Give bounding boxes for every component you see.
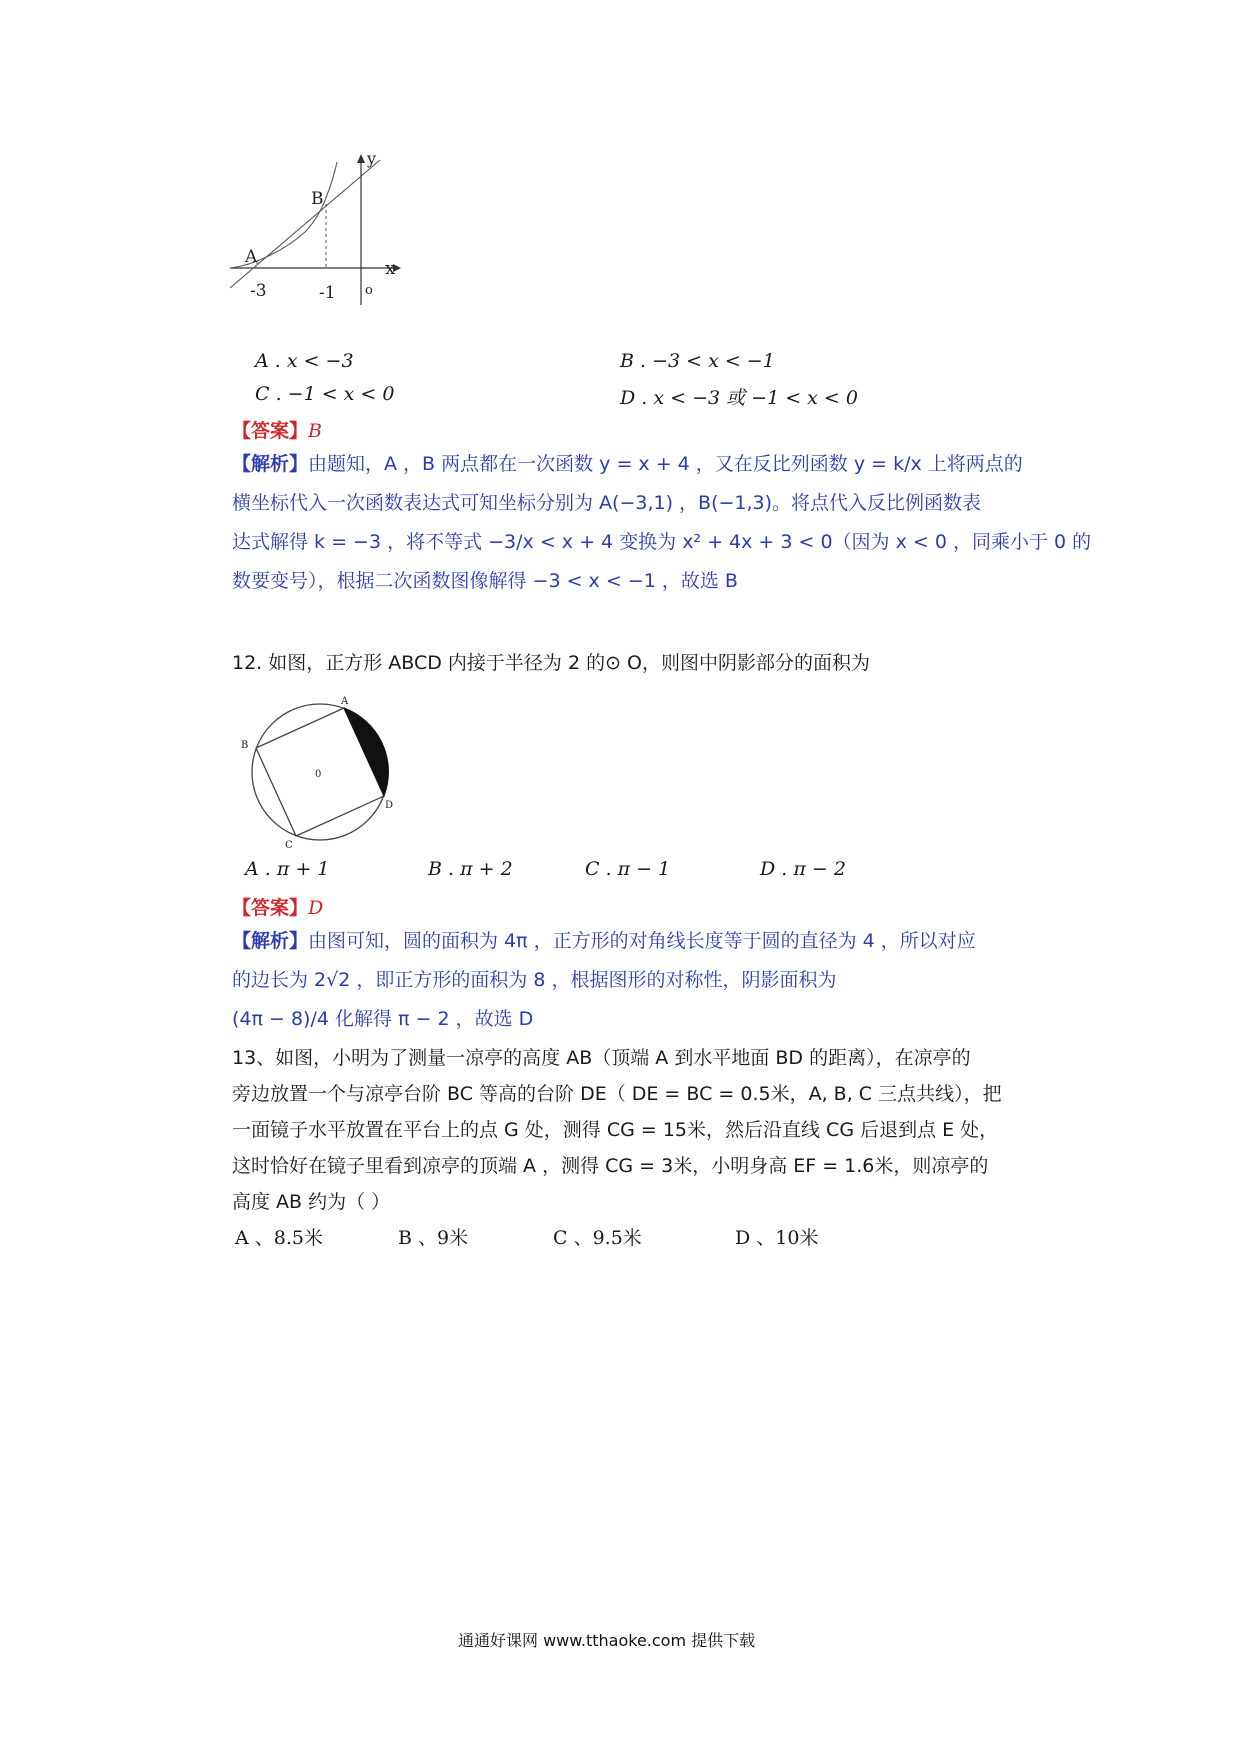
q13-option-d: D 、10米 xyxy=(735,1227,819,1249)
q11-analysis xyxy=(232,445,1092,601)
function-graph-figure xyxy=(225,150,425,310)
vertex-a-label: A xyxy=(341,696,349,707)
q13-line: 一面镜子水平放置在平台上的点 G 处，测得 CG = 15米，然后沿直线 CG 后退到点 E 处， xyxy=(232,1119,999,1141)
q13-question xyxy=(232,1040,1012,1220)
x-axis-label: x xyxy=(385,258,396,279)
q11-answer xyxy=(232,416,322,443)
answer-value: D xyxy=(308,897,324,919)
q13-line: 13、如图，小明为了测量一凉亭的高度 AB（顶端 A 到水平地面 BD 的距离），在凉亭的 xyxy=(232,1047,971,1069)
vertex-b-label: B xyxy=(241,740,249,751)
q12-option-b: B . π + 2 xyxy=(428,858,513,880)
q13-line: 这时恰好在镜子里看到凉亭的顶端 A ，测得 CG = 3米，小明身高 EF = 1.6米，则凉亭的 xyxy=(232,1155,989,1177)
tick-neg1: -1 xyxy=(319,283,336,303)
circle-square-figure xyxy=(235,690,395,850)
analysis-line: 由图可知，圆的面积为 4π ，正方形的对角线长度等于圆的直径为 4 ，所以对应 xyxy=(308,930,976,952)
q13-option-b: B 、9米 xyxy=(398,1227,469,1249)
analysis-line: (4π − 8)/4 化解得 π − 2 ，故选 D xyxy=(232,1008,534,1030)
q12-question: 12. 如图，正方形 ABCD 内接于半径为 2 的⊙ O，则图中阴影部分的面积为 xyxy=(232,652,871,674)
vertex-c-label: C xyxy=(285,840,293,850)
q13-line: 高度 AB 约为（ ） xyxy=(232,1191,391,1213)
q11-option-b: B . −3 < x < −1 xyxy=(620,350,775,372)
q11-option-a: A . x < −3 xyxy=(255,350,354,372)
answer-tag: 【答案】 xyxy=(232,420,309,442)
q12-option-d: D . π − 2 xyxy=(760,858,846,880)
q12-analysis xyxy=(232,922,1012,1039)
q11-option-d: D . x < −3 或 −1 < x < 0 xyxy=(620,387,858,409)
analysis-line: 由题知，A ，B 两点都在一次函数 y = x + 4 ，又在反比列函数 y = k/x 上将两点的 xyxy=(308,453,1023,475)
q12-option-c: C . π − 1 xyxy=(585,858,671,880)
origin-label: o xyxy=(365,283,373,298)
circle-square xyxy=(235,690,395,850)
q12-answer xyxy=(232,893,323,920)
point-a-label: A xyxy=(245,247,258,267)
q11-option-c: C . −1 < x < 0 xyxy=(255,383,395,405)
analysis-tag: 【解析】 xyxy=(232,930,309,952)
q13-option-a: A 、8.5米 xyxy=(235,1227,323,1249)
point-b-label: B xyxy=(311,189,324,209)
center-label: 0 xyxy=(315,769,322,780)
footer-credit: 通通好课网 www.tthaoke.com 提供下载 xyxy=(458,1631,756,1650)
y-axis-label: y xyxy=(367,150,377,168)
vertex-d-label: D xyxy=(385,800,394,811)
answer-value: B xyxy=(308,420,322,442)
analysis-line: 横坐标代入一次函数表达式可知坐标分别为 A(−3,1) ，B(−1,3)。将点代入反比例函数表 xyxy=(232,492,982,514)
q13-line: 旁边放置一个与凉亭台阶 BC 等高的台阶 DE（ DE = BC = 0.5米，A, B, C 三点共线），把 xyxy=(232,1083,1002,1105)
analysis-line: 达式解得 k = −3 ，将不等式 −3/x < x + 4 变换为 x² + 4x + 3 < 0（因为 x < 0 ，同乘小于 0 的 xyxy=(232,531,1092,553)
analysis-tag: 【解析】 xyxy=(232,453,309,475)
function-graph xyxy=(225,150,425,310)
q12-option-a: A . π + 1 xyxy=(245,858,330,880)
tick-neg3: -3 xyxy=(250,281,267,301)
q13-option-c: C 、9.5米 xyxy=(553,1227,642,1249)
answer-tag: 【答案】 xyxy=(232,897,309,919)
analysis-line: 数要变号），根据二次函数图像解得 −3 < x < −1 ，故选 B xyxy=(232,570,738,592)
analysis-line: 的边长为 2√2 ，即正方形的面积为 8 ，根据图形的对称性，阴影面积为 xyxy=(232,969,837,991)
